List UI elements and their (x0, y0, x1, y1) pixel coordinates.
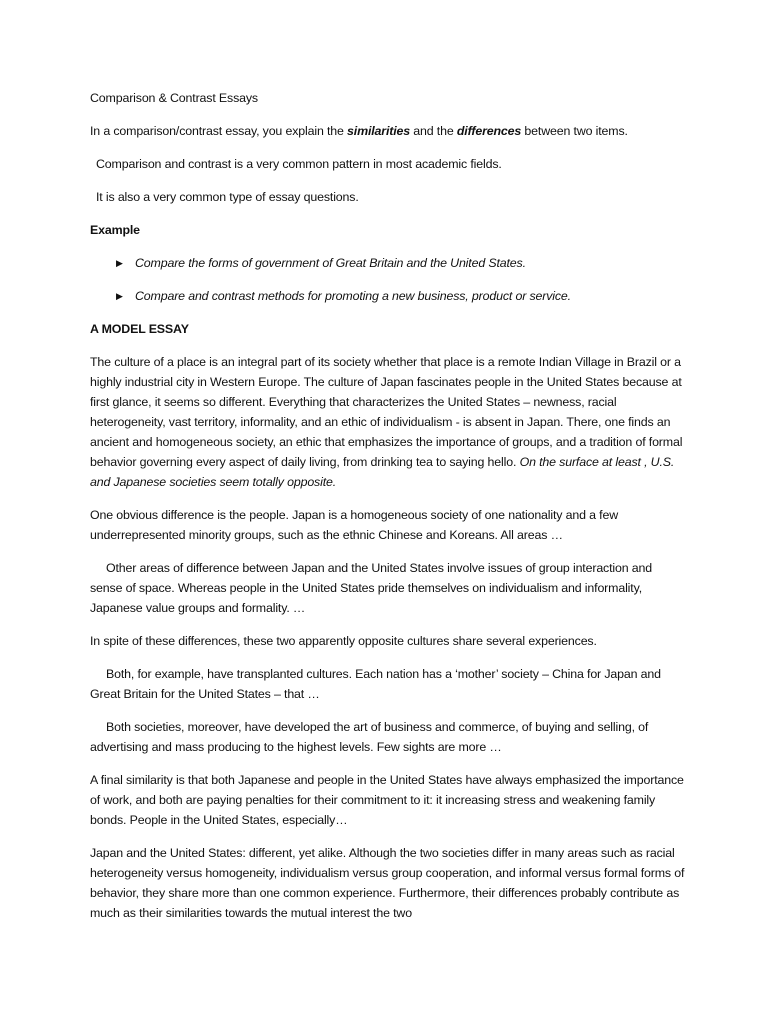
intro-differences: differences (456, 124, 522, 138)
essay-paragraph-6: Both societies, moreover, have developed the art of business and commerce, of buying and selling, of advertising and mass producing to the highest levels. Few sights are more … (90, 720, 649, 754)
essay-paragraph-1-text: The culture of a place is an integral part of its society whether that place is a remote Indian Village in Brazil or a highly industrial city in Western Europe. The culture of Japan fascinates people in the United States because at first glance, it seems so different. Everything that characterizes the United States – newness, racial heterogeneity, vast territory, informality, and an ethic of individualism - is absent in Japan. There, one finds an ancient and homogeneous society, an ethic that emphasizes the importance of groups, and a tradition of formal behavior governing every aspect of daily living, from drinking tea to saying hello. (90, 355, 683, 469)
model-essay-heading: A MODEL ESSAY (90, 322, 189, 336)
intro-text-3: between two items. (521, 124, 628, 138)
essay-paragraph-5: Both, for example, have transplanted cultures. Each nation has a ‘mother’ society – China for Japan and Great Britain for the United States – that … (90, 667, 661, 701)
essay-paragraph-8: Japan and the United States: different, yet alike. Although the two societies differ in many areas such as racial heterogeneity versus homogeneity, individualism versus group cooperation, and informal versus formal forms of behavior, they share more than one common experience. Furthermore, their differences probably contribute as much as their similarities towards the mutual interest the two (90, 846, 685, 920)
essay-paragraph-4: In spite of these differences, these two apparently opposite cultures share several experiences. (90, 634, 597, 648)
example-item-1-text: Compare the forms of government of Great Britain and the United States. (135, 256, 526, 270)
essay-paragraph-7: A final similarity is that both Japanese and people in the United States have always emphasized the importance of work, and both are paying penalties for their commitment to it: it increasing stress and weakening family bonds. People in the United States, especially… (90, 773, 684, 827)
intro-text-2: and the (410, 124, 457, 138)
document-page (90, 88, 686, 936)
essay-paragraph-3: Other areas of difference between Japan and the United States involve issues of group interaction and sense of space. Whereas people in the United States pride themselves on individualism and informality, Japanese value groups and formality. … (90, 561, 652, 615)
example-item-2-text: Compare and contrast methods for promoting a new business, product or service. (135, 289, 571, 303)
info-line-1: Comparison and contrast is a very common pattern in most academic fields. (96, 157, 502, 171)
essay-paragraph-1 (90, 352, 686, 492)
info-line-2: It is also a very common type of essay questions. (96, 190, 359, 204)
bullet-arrow-icon: ▶ (116, 291, 123, 301)
essay-thesis: On the surface at least , U.S. and Japanese societies seem totally opposite. (90, 455, 675, 489)
essay-paragraph-2: One obvious difference is the people. Japan is a homogeneous society of one nationality and a few underrepresented minority groups, such as the ethnic Chinese and Koreans. All areas … (90, 508, 619, 542)
example-heading: Example (90, 223, 140, 237)
intro-similarities: similarities (347, 124, 410, 138)
intro-paragraph (90, 121, 686, 141)
intro-text-1: In a comparison/contrast essay, you explain the (90, 124, 348, 138)
example-item-2 (90, 286, 686, 306)
bullet-arrow-icon: ▶ (116, 258, 123, 268)
document-title: Comparison & Contrast Essays (90, 91, 258, 105)
example-item-1 (90, 253, 686, 273)
